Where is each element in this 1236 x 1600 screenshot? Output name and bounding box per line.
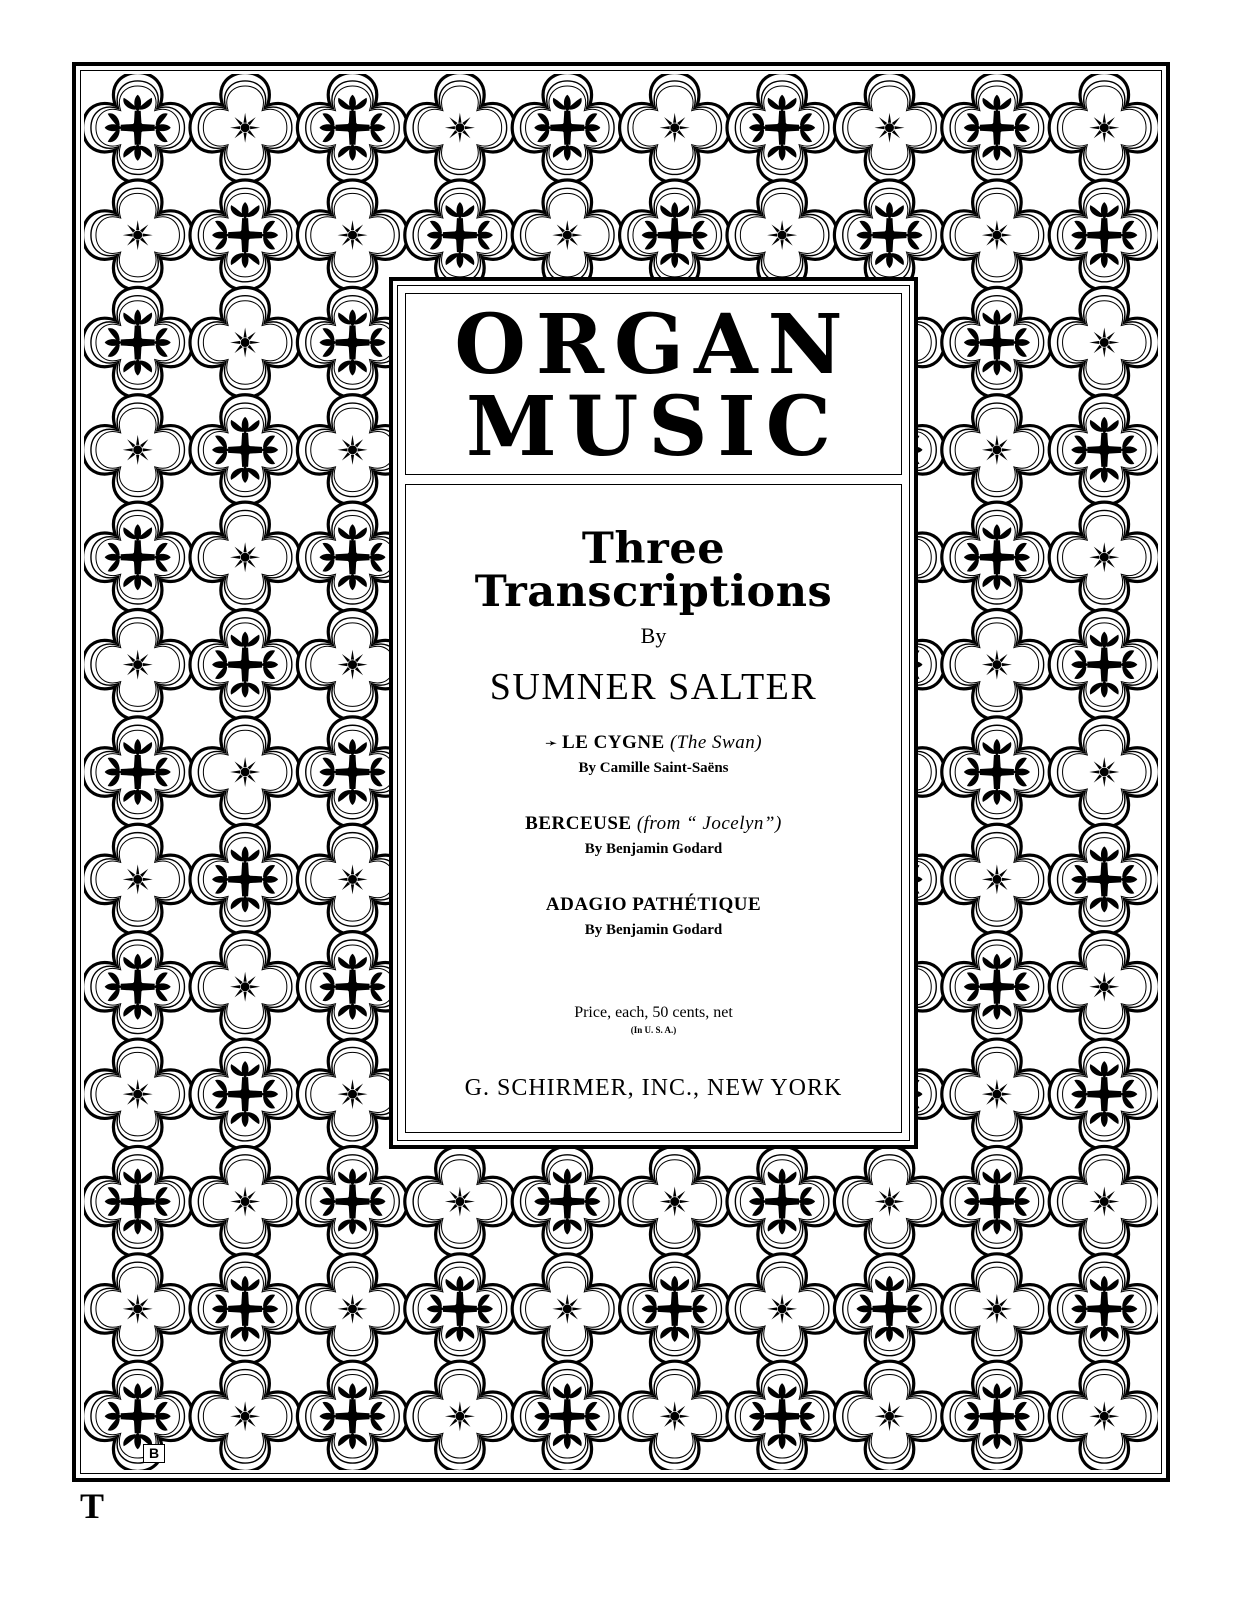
- star-tile: [405, 74, 515, 183]
- fleur-cross-tile: [190, 395, 300, 505]
- work-name: LE CYGNE: [562, 732, 665, 753]
- star-tile: [84, 610, 193, 720]
- publisher-imprint: G. SCHIRMER, INC., NEW YORK: [464, 1075, 843, 1101]
- composer-credit: By Camille Saint-Saëns: [578, 760, 729, 776]
- star-tile: [1049, 1146, 1158, 1256]
- star-tile: [1049, 717, 1158, 827]
- star-tile: [942, 395, 1052, 505]
- composer-credit: By Benjamin Godard: [584, 922, 723, 938]
- fleur-cross-tile: [297, 1146, 407, 1256]
- fleur-cross-tile: [405, 1254, 515, 1364]
- star-tile: [190, 932, 300, 1042]
- fleur-cross-tile: [84, 74, 193, 183]
- star-tile: [190, 1146, 300, 1256]
- star-tile: [405, 1146, 515, 1256]
- fleur-cross-tile: [620, 180, 730, 290]
- star-tile: [1049, 287, 1158, 397]
- fleur-cross-tile: [84, 502, 193, 612]
- star-tile: [84, 824, 193, 934]
- star-tile: [84, 395, 193, 505]
- star-tile: [512, 180, 622, 290]
- fleur-cross-tile: [942, 717, 1052, 827]
- star-tile: [190, 502, 300, 612]
- star-tile: [405, 1361, 515, 1470]
- fleur-cross-tile: [942, 502, 1052, 612]
- star-tile: [942, 824, 1052, 934]
- star-tile: [942, 1039, 1052, 1149]
- fleur-cross-tile: [1049, 824, 1158, 934]
- fleur-cross-tile: [512, 74, 622, 183]
- title-box: [405, 293, 902, 475]
- fleur-cross-tile: [190, 610, 300, 720]
- star-tile: [834, 74, 944, 183]
- star-tile: [727, 1254, 837, 1364]
- arrow-icon: ➛: [544, 736, 559, 752]
- fleur-cross-tile: [190, 1039, 300, 1149]
- star-tile: [620, 74, 730, 183]
- star-tile: [84, 1039, 193, 1149]
- star-tile: [297, 180, 407, 290]
- price-note: Price, each, 50 cents, net: [574, 1004, 733, 1021]
- work-name: ADAGIO PATHÉTIQUE: [545, 894, 762, 915]
- fleur-cross-tile: [84, 1361, 193, 1470]
- fleur-cross-tile: [1049, 610, 1158, 720]
- price-region-note: (In U. S. A.): [630, 1025, 677, 1035]
- star-tile: [620, 1361, 730, 1470]
- fleur-cross-tile: [297, 1361, 407, 1470]
- fleur-cross-tile: [1049, 180, 1158, 290]
- engraver-monogram: B: [143, 1444, 165, 1463]
- fleur-cross-tile: [1049, 395, 1158, 505]
- fleur-cross-tile: [942, 1146, 1052, 1256]
- star-tile: [1049, 502, 1158, 612]
- fleur-cross-tile: [942, 74, 1052, 183]
- work-title-le-cygne: [406, 733, 901, 752]
- fleur-cross-tile: [190, 180, 300, 290]
- title-line-organ: ORGAN: [454, 297, 853, 393]
- star-tile: [1049, 1361, 1158, 1470]
- star-tile: [1049, 932, 1158, 1042]
- title-line-music: MUSIC: [465, 379, 842, 475]
- fleur-cross-tile: [405, 180, 515, 290]
- work-title-adagio-pathetique: [406, 895, 901, 914]
- fleur-cross-tile: [727, 74, 837, 183]
- star-tile: [84, 180, 193, 290]
- star-tile: [834, 1361, 944, 1470]
- fleur-cross-tile: [942, 932, 1052, 1042]
- fleur-cross-tile: [84, 1146, 193, 1256]
- fleur-cross-tile: [84, 932, 193, 1042]
- fleur-cross-tile: [190, 824, 300, 934]
- fleur-cross-tile: [297, 74, 407, 183]
- fleur-cross-tile: [834, 1254, 944, 1364]
- star-tile: [942, 610, 1052, 720]
- star-tile: [834, 1146, 944, 1256]
- work-title-berceuse: [406, 814, 901, 833]
- star-tile: [84, 1254, 193, 1364]
- star-tile: [1049, 74, 1158, 183]
- fleur-cross-tile: [1049, 1039, 1158, 1149]
- fleur-cross-tile: [727, 1361, 837, 1470]
- star-tile: [942, 180, 1052, 290]
- star-tile: [727, 180, 837, 290]
- work-subtitle: (from “ Jocelyn”): [636, 813, 782, 834]
- star-tile: [942, 1254, 1052, 1364]
- star-tile: [190, 74, 300, 183]
- fleur-cross-tile: [834, 180, 944, 290]
- fleur-cross-tile: [84, 717, 193, 827]
- fleur-cross-tile: [942, 287, 1052, 397]
- star-tile: [190, 1361, 300, 1470]
- fleur-cross-tile: [512, 1361, 622, 1470]
- subtitle: Three Transcriptions: [474, 524, 833, 617]
- fleur-cross-tile: [512, 1146, 622, 1256]
- fleur-cross-tile: [620, 1254, 730, 1364]
- star-tile: [190, 287, 300, 397]
- content-box: [405, 484, 902, 1133]
- star-tile: [190, 717, 300, 827]
- star-tile: [620, 1146, 730, 1256]
- corner-letter-mark: T: [80, 1486, 105, 1526]
- work-name: BERCEUSE: [525, 813, 632, 834]
- by-line: By: [640, 623, 667, 648]
- fleur-cross-tile: [727, 1146, 837, 1256]
- fleur-cross-tile: [1049, 1254, 1158, 1364]
- work-subtitle: (The Swan): [669, 732, 763, 753]
- fleur-cross-tile: [190, 1254, 300, 1364]
- fleur-cross-tile: [84, 287, 193, 397]
- author-name: SUMNER SALTER: [489, 666, 818, 708]
- star-tile: [512, 1254, 622, 1364]
- composer-credit: By Benjamin Godard: [584, 841, 723, 857]
- fleur-cross-tile: [942, 1361, 1052, 1470]
- star-tile: [297, 1254, 407, 1364]
